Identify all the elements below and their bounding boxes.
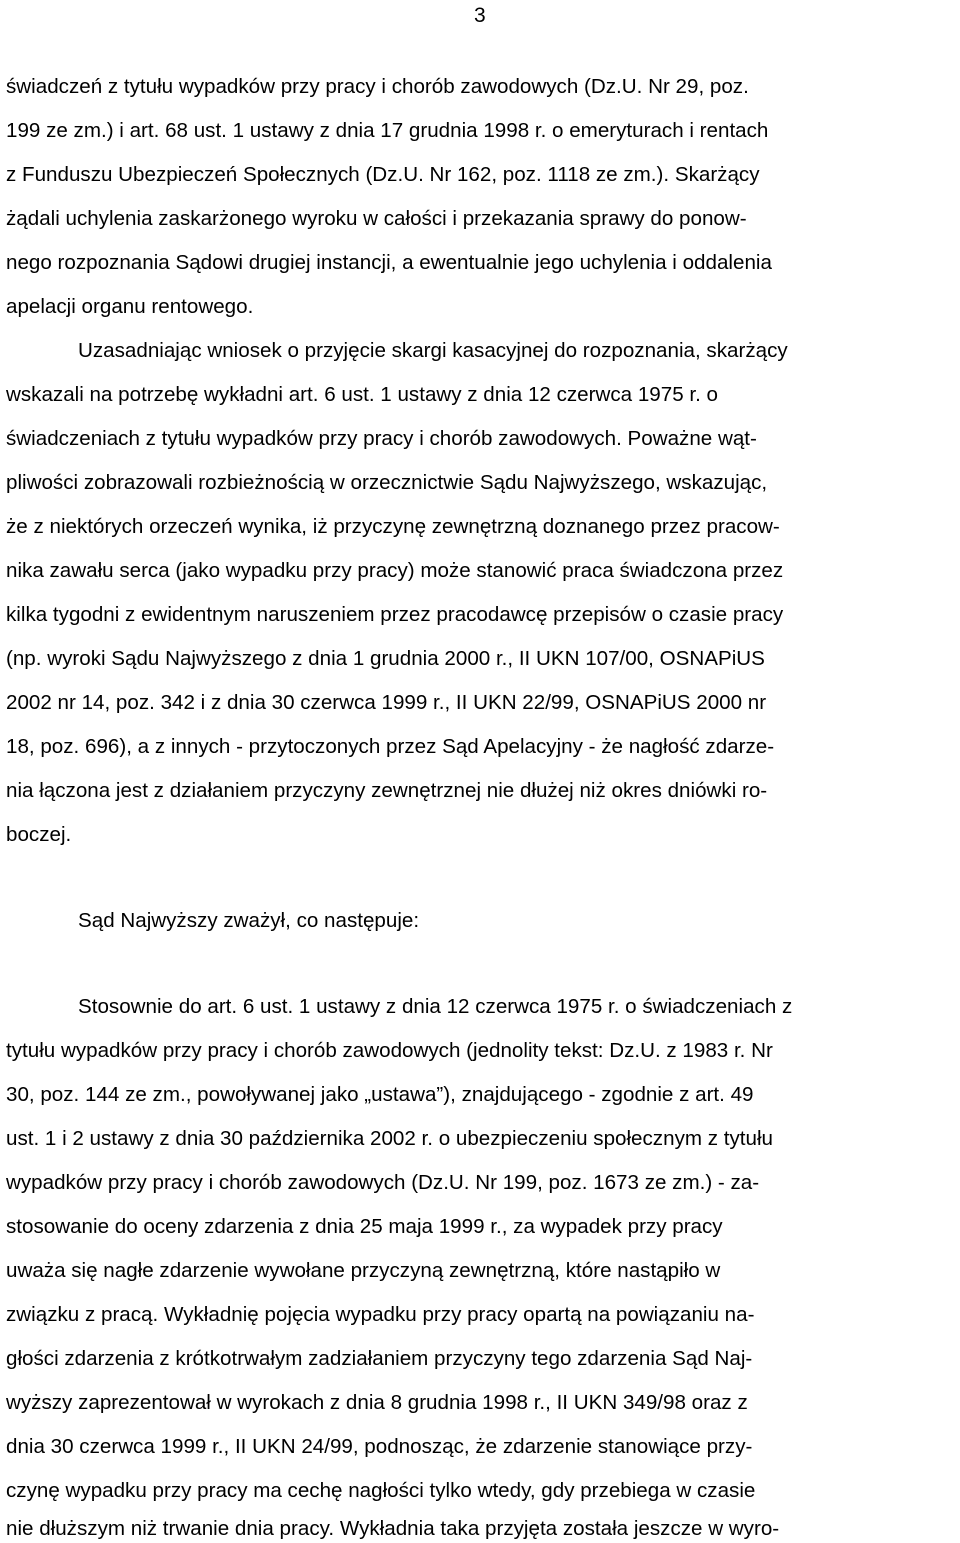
text-line: 18, poz. 696), a z innych - przytoczonych przez Sąd Apelacyjny - że nagłość zdarze- — [6, 735, 775, 758]
text-line: że z niektórych orzeczeń wynika, iż przyczynę zewnętrzną doznanego przez pracow- — [6, 515, 780, 538]
text-line: Stosownie do art. 6 ust. 1 ustawy z dnia 12 czerwca 1975 r. o świadczeniach z — [78, 995, 793, 1018]
text-line: nie dłuższym niż trwanie dnia pracy. Wykładnia taka przyjęta została jeszcze w wyro- — [6, 1517, 780, 1540]
text-line: nia łączona jest z działaniem przyczyny zewnętrznej nie dłużej niż okres dniówki ro- — [6, 779, 768, 802]
text-line: nika zawału serca (jako wypadku przy pracy) może stanowić praca świadczona przez — [6, 559, 784, 582]
text-line: uważa się nagłe zdarzenie wywołane przyczyną zewnętrzną, które nastąpiło w — [6, 1259, 721, 1282]
text-line: świadczeń z tytułu wypadków przy pracy i chorób zawodowych (Dz.U. Nr 29, poz. — [6, 75, 749, 98]
text-line: stosowanie do oceny zdarzenia z dnia 25 maja 1999 r., za wypadek przy pracy — [6, 1215, 723, 1238]
text-line: 30, poz. 144 ze zm., powoływanej jako „ustawa”), znajdującego - zgodnie z art. 49 — [6, 1083, 754, 1106]
text-line: wyższy zaprezentował w wyrokach z dnia 8 grudnia 1998 r., II UKN 349/98 oraz z — [6, 1391, 748, 1414]
text-line: (np. wyroki Sądu Najwyższego z dnia 1 grudnia 2000 r., II UKN 107/00, OSNAPiUS — [6, 647, 765, 670]
text-line: kilka tygodni z ewidentnym naruszeniem przez pracodawcę przepisów o czasie pracy — [6, 603, 784, 626]
text-line: wskazali na potrzebę wykładni art. 6 ust. 1 ustawy z dnia 12 czerwca 1975 r. o — [6, 383, 718, 406]
text-line: czynę wypadku przy pracy ma cechę nagłości tylko wtedy, gdy przebiega w czasie — [6, 1479, 756, 1502]
text-line: dnia 30 czerwca 1999 r., II UKN 24/99, podnosząc, że zdarzenie stanowiące przy- — [6, 1435, 753, 1458]
text-line: pliwości zobrazowali rozbieżnością w orzecznictwie Sądu Najwyższego, wskazując, — [6, 471, 768, 494]
text-line: z Funduszu Ubezpieczeń Społecznych (Dz.U. Nr 162, poz. 1118 ze zm.). Skarżący — [6, 163, 760, 186]
text-line: Uzasadniając wniosek o przyjęcie skargi kasacyjnej do rozpoznania, skarżący — [78, 339, 788, 362]
text-line: boczej. — [6, 823, 72, 846]
text-line: głości zdarzenia z krótkotrwałym zadziałaniem przyczyny tego zdarzenia Sąd Naj- — [6, 1347, 753, 1370]
text-line: świadczeniach z tytułu wypadków przy pracy i chorób zawodowych. Poważne wąt- — [6, 427, 757, 450]
text-line: żądali uchylenia zaskarżonego wyroku w całości i przekazania sprawy do ponow- — [6, 207, 747, 230]
text-line: apelacji organu rentowego. — [6, 295, 254, 318]
page-number: 3 — [474, 4, 486, 27]
text-line: 199 ze zm.) i art. 68 ust. 1 ustawy z dnia 17 grudnia 1998 r. o emeryturach i rentach — [6, 119, 769, 142]
text-line: nego rozpoznania Sądowi drugiej instancji, a ewentualnie jego uchylenia i oddalenia — [6, 251, 772, 274]
section-heading: Sąd Najwyższy zważył, co następuje: — [78, 909, 420, 932]
text-line: 2002 nr 14, poz. 342 i z dnia 30 czerwca 1999 r., II UKN 22/99, OSNAPiUS 2000 nr — [6, 691, 767, 714]
text-line: tytułu wypadków przy pracy i chorób zawodowych (jednolity tekst: Dz.U. z 1983 r. Nr — [6, 1039, 773, 1062]
text-line: ust. 1 i 2 ustawy z dnia 30 października 2002 r. o ubezpieczeniu społecznym z tytułu — [6, 1127, 773, 1150]
text-line: związku z pracą. Wykładnię pojęcia wypadku przy pracy opartą na powiązaniu na- — [6, 1303, 755, 1326]
text-line: wypadków przy pracy i chorób zawodowych (Dz.U. Nr 199, poz. 1673 ze zm.) - za- — [6, 1171, 760, 1194]
